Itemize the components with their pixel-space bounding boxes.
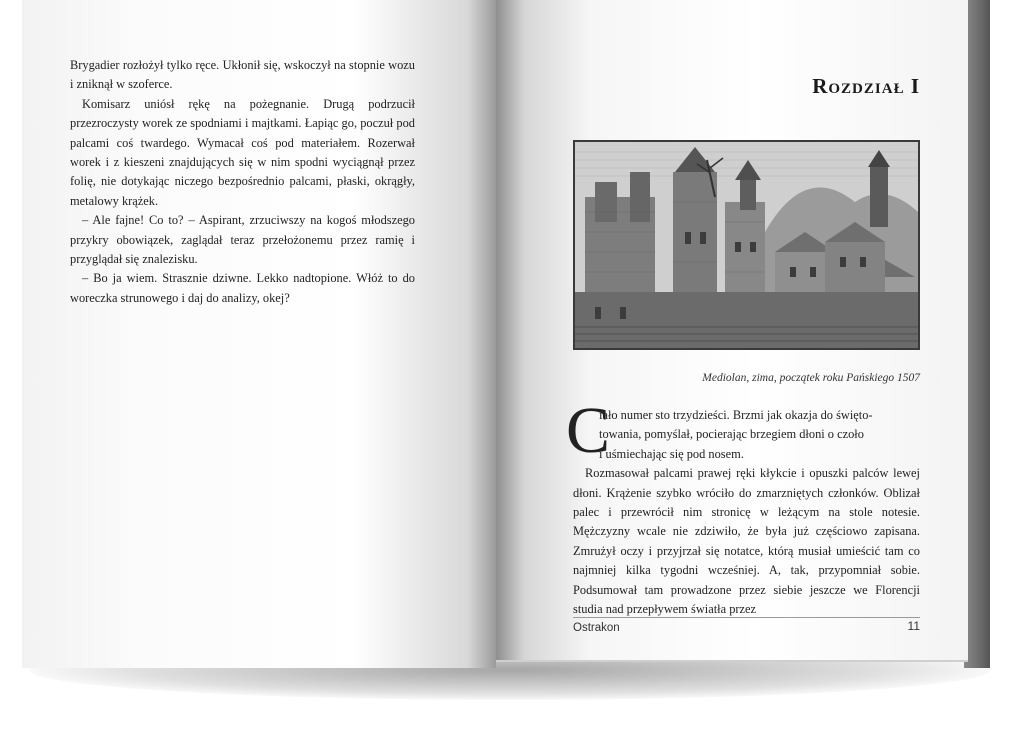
text-line: i uśmiechając się pod nosem. — [599, 446, 744, 461]
paragraph: – Bo ja wiem. Strasznie dziwne. Lekko nadtopione. Włóż to do woreczka strunowego i daj do analizy, okej? — [70, 271, 415, 305]
text-line: towania, pomyślał, pocierając brzegiem dłoni o czoło — [599, 427, 864, 442]
left-page-text — [70, 56, 415, 308]
text-paragraph: Rozmasował palcami prawej ręki kłykcie i opuszki palców lewej dłoni. Krążenie szybko wróciło do zmarzniętych członków. Oblizał palec i przewrócił nim stronicę w leżącym na stole notesie. Mężczyzny wcale nie zdziwiło, że była już częściowo zapisana. Zmrużył oczy i przyjrzał się notatce, którą musiał umieścić tam co najmniej kilka tygodni wcześniej. A, tak, przypomniał sobie. Podsumował tam prowadzone przez siebie jeszcze we Florencji studia nad przepływem światła przez — [573, 466, 920, 617]
right-page-text — [573, 406, 920, 619]
drop-cap: C — [566, 394, 611, 467]
paragraph: – Ale fajne! Co to? – Aspirant, zrzuciwszy na kogoś młodszego przykry obowiązek, zaglądał teraz przełożonemu przez ramię i przyglądał się znalezisku. — [70, 213, 415, 267]
footer-book-title: Ostrakon — [573, 622, 620, 634]
footer-rule — [573, 617, 920, 618]
paragraph: Brygadier rozłożył tylko ręce. Ukłonił się, wskoczył na stopnie wozu i zniknął w szoferce. — [70, 58, 415, 92]
city-engraving-illustration — [573, 140, 920, 350]
paragraph: Komisarz uniósł rękę na pożegnanie. Drugą podrzucił przezroczysty worek ze spodniami i majtkami. Łapiąc go, poczuł pod palcami coś twardego. Wymacał coś pod materiałem. Rozerwał worek i z kieszeni znajdujących się w nim spodni wyciągnął przez folię, nie dotykając niczego bezpośrednio palcami, płaski, okrągły, metalowy krążek. — [70, 96, 415, 208]
chapter-title: Rozdział I — [812, 74, 920, 98]
page-number: 11 — [907, 619, 920, 633]
illustration-caption: Mediolan, zima, początek roku Pańskiego 1507 — [702, 372, 920, 384]
text-line: iało numer sto trzydzieści. Brzmi jak okazja do święto- — [599, 408, 873, 422]
